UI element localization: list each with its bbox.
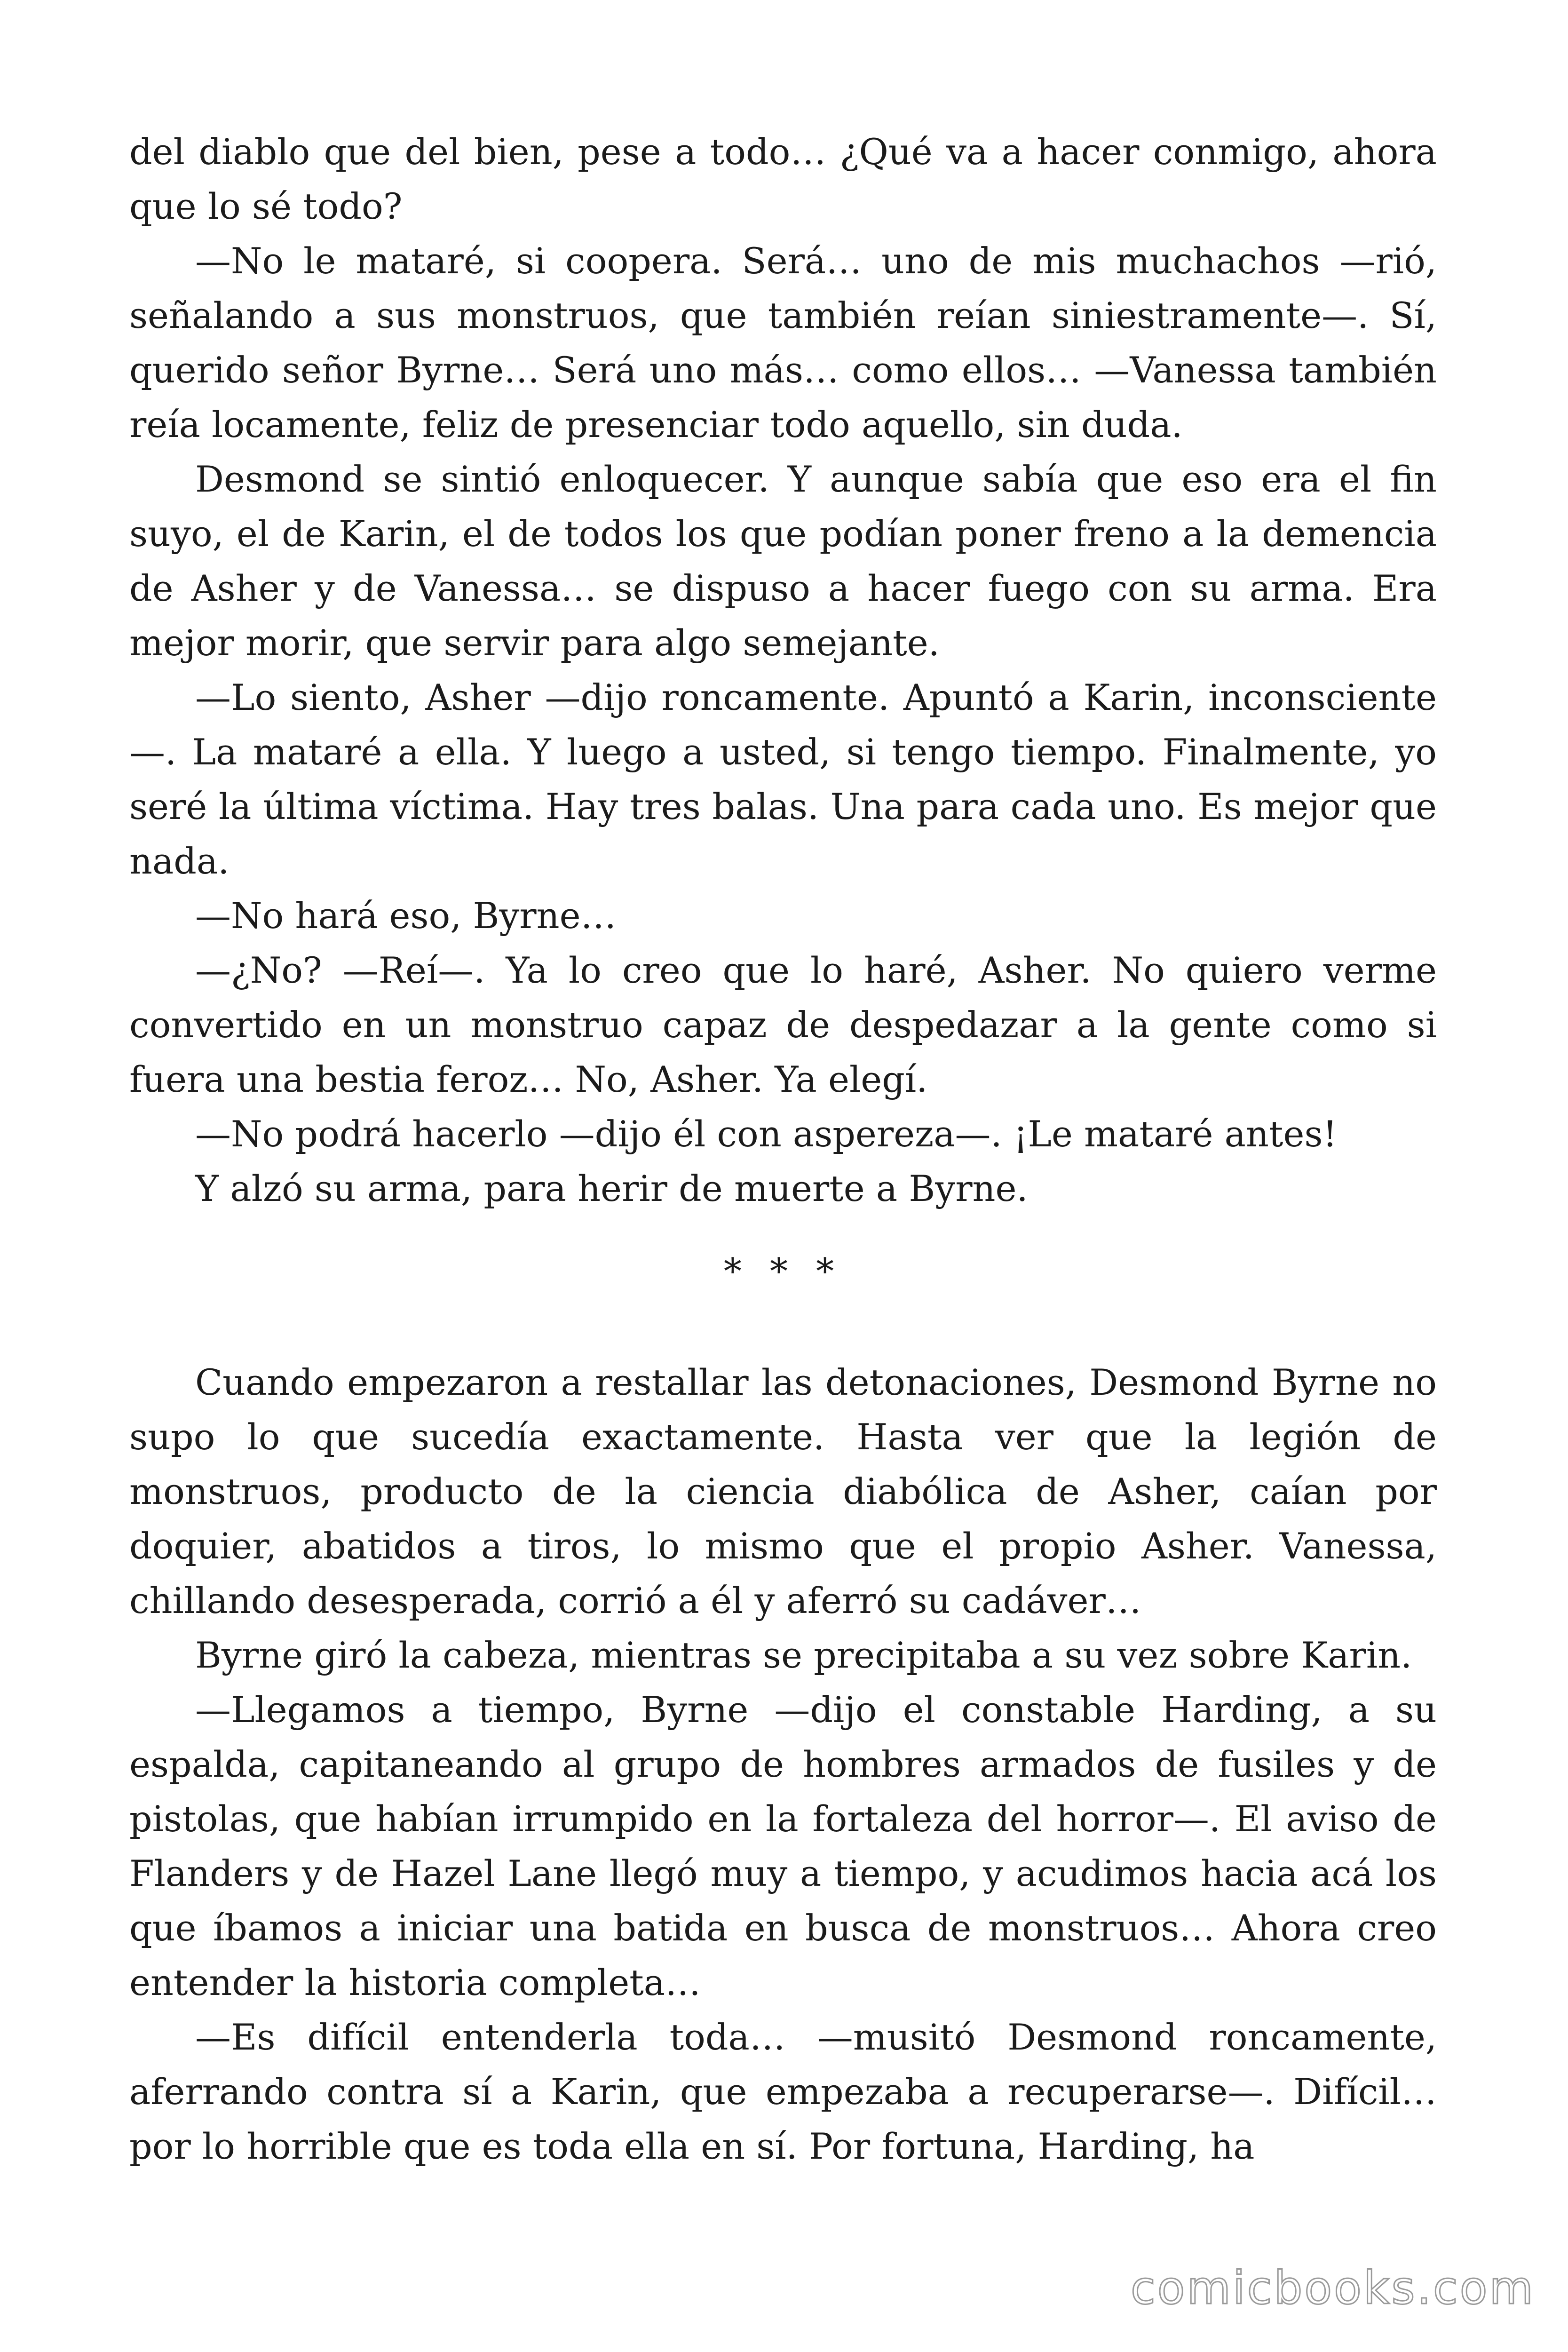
paragraph: Byrne giró la cabeza, mientras se precipitaba a su vez sobre Karin. (195, 1634, 1412, 1676)
paragraph: —No le mataré, si coopera. Será… uno de mis muchachos —rió, señalando a sus monstruos, que también reían siniestramente—. Sí, querido señor Byrne… Será uno más… como ellos… —Vanessa también reía locamente, feliz de presenciar todo aquello, sin duda. (129, 240, 1437, 445)
paragraph: Desmond se sintió enloquecer. Y aunque sabía que eso era el fin suyo, el de Karin, el de todos los que podían poner freno a la demencia de Asher y de Vanessa… se dispuso a hacer fuego con su arma. Era mejor morir, que servir para algo semejante. (129, 458, 1437, 664)
section-separator: * * * (723, 1250, 843, 1292)
paragraph: —¿No? —Reí—. Ya lo creo que lo haré, Asher. No quiero verme convertido en un monstruo capaz de despedazar a la gente como si fuera una bestia feroz… No, Asher. Ya elegí. (129, 949, 1437, 1100)
paragraph: Y alzó su arma, para herir de muerte a Byrne. (195, 1168, 1028, 1209)
paragraph: del diablo que del bien, pese a todo… ¿Qué va a hacer conmigo, ahora que lo sé todo? (129, 131, 1437, 227)
paragraph: Cuando empezaron a restallar las detonaciones, Desmond Byrne no supo lo que sucedía exactamente. Hasta ver que la legión de monstruos, producto de la ciencia diabólica de Asher, caían por doquier, abatidos a tiros, lo mismo que el propio Asher. Vanessa, chillando desesperada, corrió a él y aferró su cadáver… (129, 1361, 1437, 1621)
paragraph: —Es difícil entenderla toda… —musitó Desmond roncamente, aferrando contra sí a Karin, que empezaba a recuperarse—. Difícil… por lo horrible que es toda ella en sí. Por fortuna, Harding, ha (129, 2016, 1437, 2167)
site-watermark: comicbooks.com (1130, 2262, 1535, 2314)
paragraph: —Llegamos a tiempo, Byrne —dijo el constable Harding, a su espalda, capitaneando al grupo de hombres armados de fusiles y de pistolas, que habían irrumpido en la fortaleza del horror—. El aviso de Flanders y de Hazel Lane llegó muy a tiempo, y acudimos hacia acá los que íbamos a iniciar una batida en busca de monstruos… Ahora creo entender la historia completa… (129, 1689, 1437, 2003)
paragraph: —No hará eso, Byrne… (195, 895, 617, 937)
paragraph: —No podrá hacerlo —dijo él con aspereza—. ¡Le mataré antes! (195, 1113, 1337, 1155)
paragraph: —Lo siento, Asher —dijo roncamente. Apuntó a Karin, inconsciente—. La mataré a ella. Y luego a usted, si tengo tiempo. Finalmente, yo seré la última víctima. Hay tres balas. Una para cada uno. Es mejor que nada. (129, 676, 1437, 882)
page-body (129, 125, 1437, 2174)
